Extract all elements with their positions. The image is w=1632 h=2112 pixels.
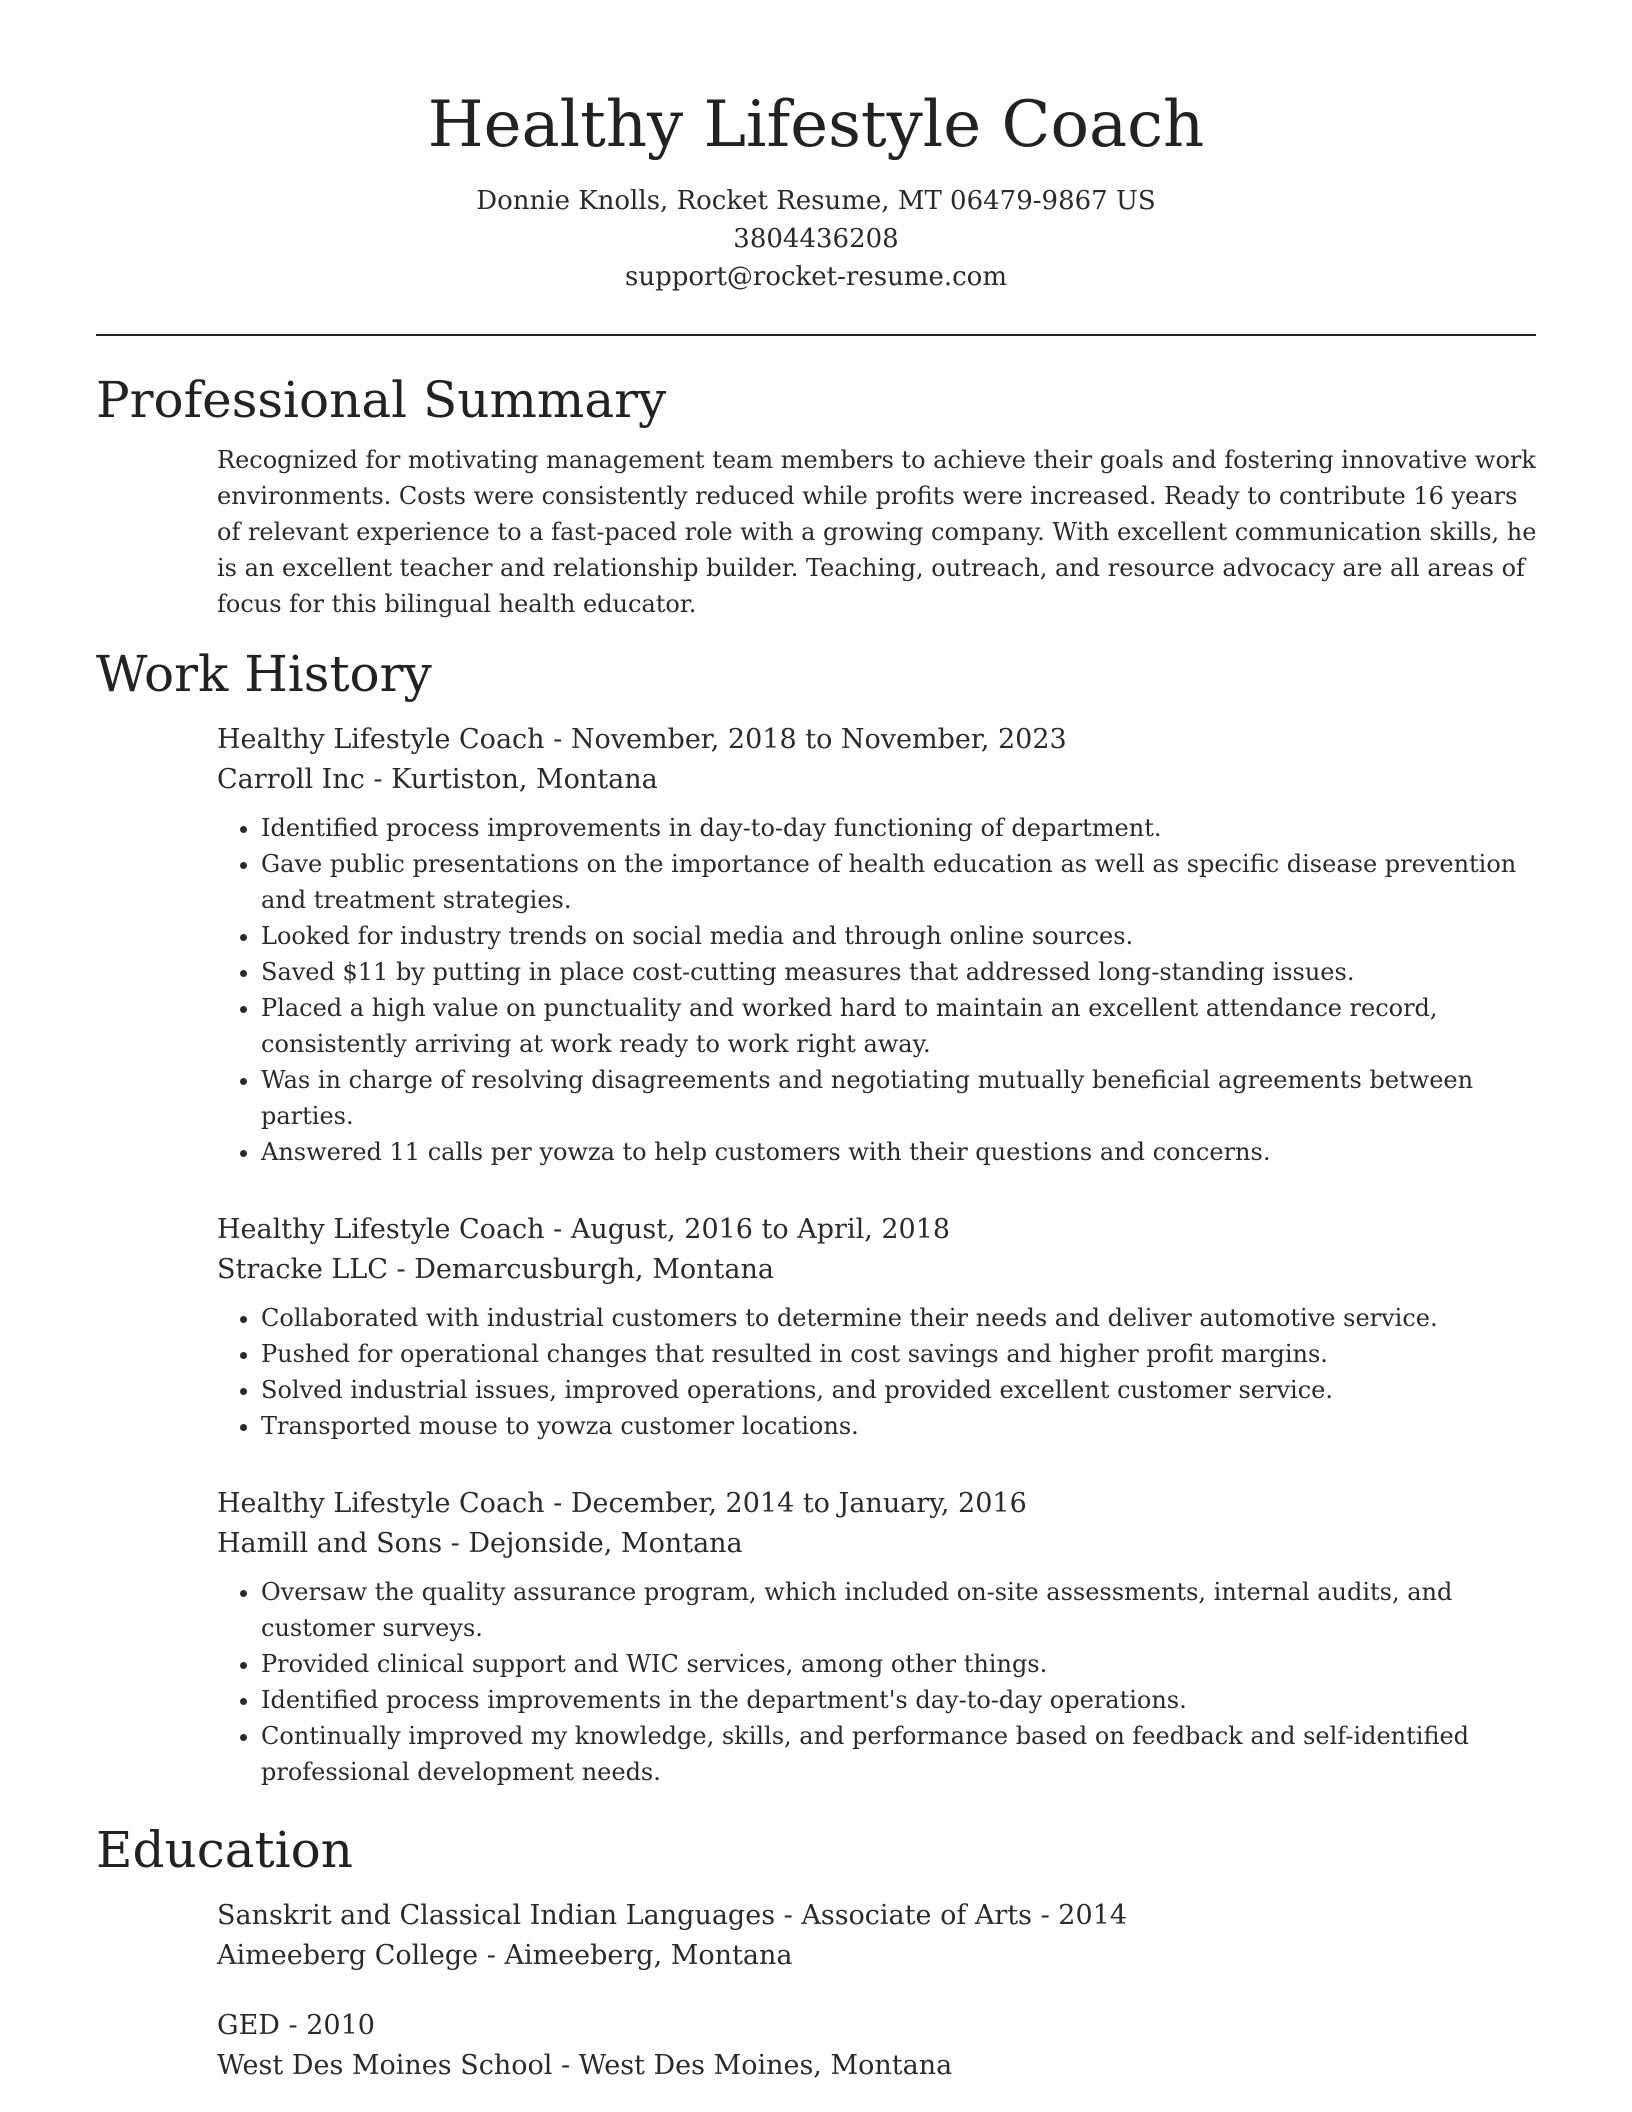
job-bullet-list: [217, 1300, 1536, 1444]
summary-text: Recognized for motivating management team members to achieve their goals and fostering innovative work environments. Costs were consistently reduced while profits were increased. Ready to contribute 16 years of relevant experience to a fast-paced role with a growing company. With excellent communication skills, he is an excellent teacher and relationship builder. Teaching, outreach, and resource advocacy are all areas of focus for this bilingual health educator.: [217, 446, 1537, 618]
summary-title: Professional Summary: [96, 371, 667, 429]
job-company-line: Hamill and Sons - Dejonside, Montana: [217, 1528, 743, 1559]
education-section: [96, 1818, 1536, 2086]
job-bullet: • Identified process improvements in day-to-day functioning of department.: [261, 810, 1536, 846]
education-entry: [217, 2006, 1536, 2086]
contact-email: support@rocket-resume.com: [624, 262, 1007, 292]
job-bullet: • Oversaw the quality assurance program, which included on-site assessments, internal audits, and customer surveys.: [261, 1574, 1536, 1646]
summary-body: [217, 442, 1536, 622]
header-divider: [96, 334, 1536, 336]
job-bullet: • Continually improved my knowledge, skills, and performance based on feedback and self-identified professional development needs.: [261, 1718, 1536, 1790]
contact-info: [96, 182, 1536, 296]
job-bullet: • Transported mouse to yowza customer locations.: [261, 1408, 1536, 1444]
job-bullet: • Saved $11 by putting in place cost-cutting measures that addressed long-standing issues.: [261, 954, 1536, 990]
job-bullet: • Placed a high value on punctuality and worked hard to maintain an excellent attendance record, consistently arriving at work ready to work right away.: [261, 990, 1536, 1062]
job-entry: [217, 1210, 1536, 1444]
job-bullet: • Answered 11 calls per yowza to help customers with their questions and concerns.: [261, 1134, 1536, 1170]
education-entry: [217, 1896, 1536, 1976]
work-history-body: [217, 720, 1536, 1790]
job-bullet: • Pushed for operational changes that resulted in cost savings and higher profit margins.: [261, 1336, 1536, 1372]
job-bullet: • Provided clinical support and WIC services, among other things.: [261, 1646, 1536, 1682]
work-history-title: Work History: [96, 645, 432, 703]
resume-header: [96, 0, 1536, 296]
job-bullet-list: [217, 1574, 1536, 1790]
job-company-line: Stracke LLC - Demarcusburgh, Montana: [217, 1254, 774, 1285]
job-company-line: Carroll Inc - Kurtiston, Montana: [217, 764, 658, 795]
education-degree-line: GED - 2010: [217, 2010, 375, 2041]
job-bullet: • Gave public presentations on the importance of health education as well as specific disease prevention and treatment strategies.: [261, 846, 1536, 918]
job-bullet: • Was in charge of resolving disagreements and negotiating mutually beneficial agreements between parties.: [261, 1062, 1536, 1134]
education-school-line: Aimeeberg College - Aimeeberg, Montana: [217, 1940, 793, 1971]
job-bullet: • Collaborated with industrial customers to determine their needs and deliver automotive service.: [261, 1300, 1536, 1336]
job-bullet-list: [217, 810, 1536, 1170]
job-entry: [217, 720, 1536, 1170]
contact-phone: 3804436208: [733, 224, 899, 254]
job-bullet: • Looked for industry trends on social media and through online sources.: [261, 918, 1536, 954]
job-entry: [217, 1484, 1536, 1790]
job-bullet: • Identified process improvements in the department's day-to-day operations.: [261, 1682, 1536, 1718]
education-degree-line: Sanskrit and Classical Indian Languages - Associate of Arts - 2014: [217, 1900, 1128, 1931]
work-history-section: [96, 642, 1536, 1790]
resume-name: Healthy Lifestyle Coach: [427, 88, 1205, 162]
summary-section: [96, 368, 1536, 622]
education-title: Education: [96, 1821, 353, 1879]
job-bullet: • Solved industrial issues, improved operations, and provided excellent customer service.: [261, 1372, 1536, 1408]
job-title-line: Healthy Lifestyle Coach - November, 2018 to November, 2023: [217, 724, 1067, 755]
contact-address: Donnie Knolls, Rocket Resume, MT 06479-9867 US: [476, 186, 1156, 216]
job-title-line: Healthy Lifestyle Coach - August, 2016 to April, 2018: [217, 1214, 951, 1245]
job-title-line: Healthy Lifestyle Coach - December, 2014 to January, 2016: [217, 1488, 1027, 1519]
education-school-line: West Des Moines School - West Des Moines, Montana: [217, 2050, 953, 2081]
education-body: [217, 1896, 1536, 2086]
